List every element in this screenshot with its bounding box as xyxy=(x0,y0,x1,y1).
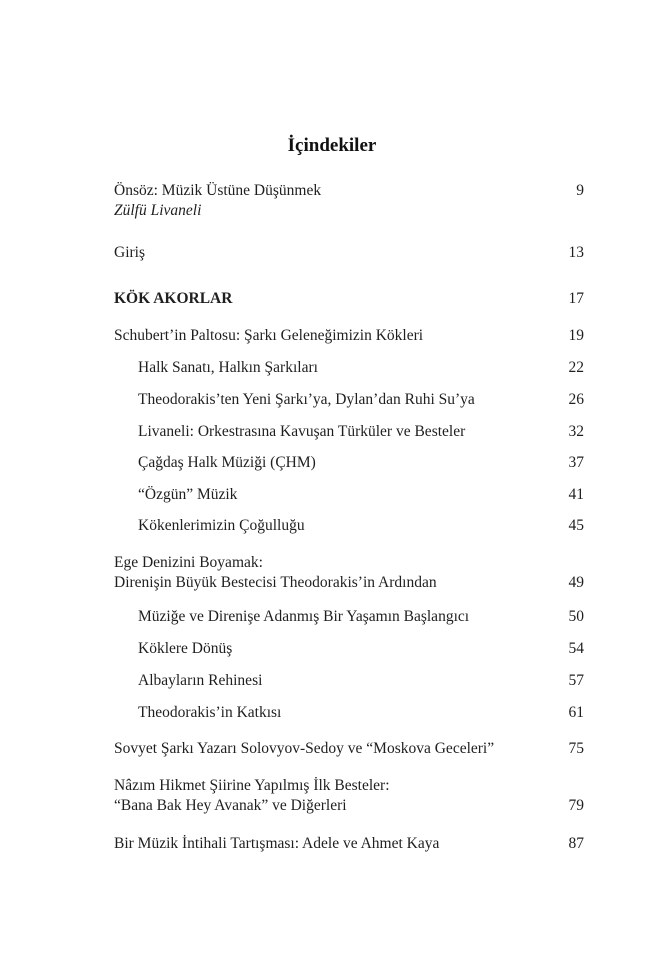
toc-entry-page: 37 xyxy=(568,454,584,471)
toc-entry-title: Çağdaş Halk Müziği (ÇHM) xyxy=(138,454,316,471)
toc-section-title: KÖK AKORLAR xyxy=(114,290,233,307)
toc-entry-page: 57 xyxy=(568,672,584,689)
toc-entry-title: Theodorakis’ten Yeni Şarkı’ya, Dylan’dan Ruhi Su’ya xyxy=(138,391,475,408)
toc-entry-page: 49 xyxy=(568,574,584,591)
toc-entry-title: Giriş xyxy=(114,244,145,261)
toc-entry-page: 50 xyxy=(568,608,584,625)
toc-entry-title-line1: Nâzım Hikmet Şiirine Yapılmış İlk Besteler: xyxy=(114,777,390,794)
toc-entry-title: Theodorakis’in Katkısı xyxy=(138,704,282,721)
toc-entry-title: Bir Müzik İntihali Tartışması: Adele ve Ahmet Kaya xyxy=(114,835,440,852)
toc-entry-nazim-hikmet[interactable] xyxy=(114,776,584,816)
toc-subentry[interactable] xyxy=(138,639,584,659)
toc-entry-ege-denizini[interactable] xyxy=(114,553,584,593)
toc-subentry[interactable] xyxy=(138,671,584,691)
toc-entry-page: 75 xyxy=(568,740,584,757)
toc-entry-page: 61 xyxy=(568,704,584,721)
toc-subentry[interactable] xyxy=(138,607,584,627)
toc-entry-title: Önsöz: Müzik Üstüne Düşünmek xyxy=(114,182,322,199)
toc-entry-author: Zülfü Livaneli xyxy=(114,202,202,219)
toc-entry-page: 22 xyxy=(568,359,584,376)
toc-subentry[interactable] xyxy=(138,485,584,505)
toc-subentry[interactable] xyxy=(138,703,584,723)
toc-entry-title: Halk Sanatı, Halkın Şarkıları xyxy=(138,359,318,376)
toc-subentry[interactable] xyxy=(138,453,584,473)
toc-subentry[interactable] xyxy=(138,516,584,536)
toc-entry-sovyet[interactable] xyxy=(114,739,584,759)
toc-entry-page: 41 xyxy=(568,486,584,503)
toc-entry-title-line1: Ege Denizini Boyamak: xyxy=(114,554,263,571)
toc-entry-page: 32 xyxy=(568,423,584,440)
toc-entry-title: Köklere Dönüş xyxy=(138,640,233,657)
toc-entry-page: 9 xyxy=(576,182,584,199)
toc-entry-title: “Özgün” Müzik xyxy=(138,486,238,503)
toc-entry-page: 87 xyxy=(568,835,584,852)
toc-entry-page: 19 xyxy=(568,327,584,344)
toc-entry-title-line2: Direnişin Büyük Bestecisi Theodorakis’in Ardından xyxy=(114,574,437,591)
toc-entry-muzik-intihali[interactable] xyxy=(114,834,584,854)
toc-entry-page: 26 xyxy=(568,391,584,408)
toc-entry-title: Livaneli: Orkestrasına Kavuşan Türküler ve Besteler xyxy=(138,423,466,440)
page-title: İçindekiler xyxy=(287,135,377,156)
toc-entry-page: 54 xyxy=(568,640,584,657)
toc-subentry[interactable] xyxy=(138,390,584,410)
toc-entry-title: Sovyet Şarkı Yazarı Solovyov-Sedoy ve “Moskova Geceleri” xyxy=(114,740,495,757)
toc-entry-title: Müziğe ve Direnişe Adanmış Bir Yaşamın Başlangıcı xyxy=(138,608,470,625)
toc-entry-page: 17 xyxy=(568,290,584,307)
toc-entry-page: 13 xyxy=(568,244,584,261)
toc-entry-schubert[interactable] xyxy=(114,326,584,346)
toc-entry-title: Kökenlerimizin Çoğulluğu xyxy=(138,517,305,534)
toc-subentry[interactable] xyxy=(138,422,584,442)
toc-entry-title: Schubert’in Paltosu: Şarkı Geleneğimizin Kökleri xyxy=(114,327,424,344)
toc-entry-title-line2: “Bana Bak Hey Avanak” ve Diğerleri xyxy=(114,797,347,814)
toc-entry-giris[interactable] xyxy=(114,243,584,263)
toc-entry-page: 79 xyxy=(568,797,584,814)
toc-entry-onsoz[interactable] xyxy=(114,181,584,221)
toc-subentry[interactable] xyxy=(138,358,584,378)
toc-section-kok-akorlar[interactable] xyxy=(114,289,584,309)
toc-entry-page: 45 xyxy=(568,517,584,534)
toc-entry-title: Albayların Rehinesi xyxy=(138,672,263,689)
